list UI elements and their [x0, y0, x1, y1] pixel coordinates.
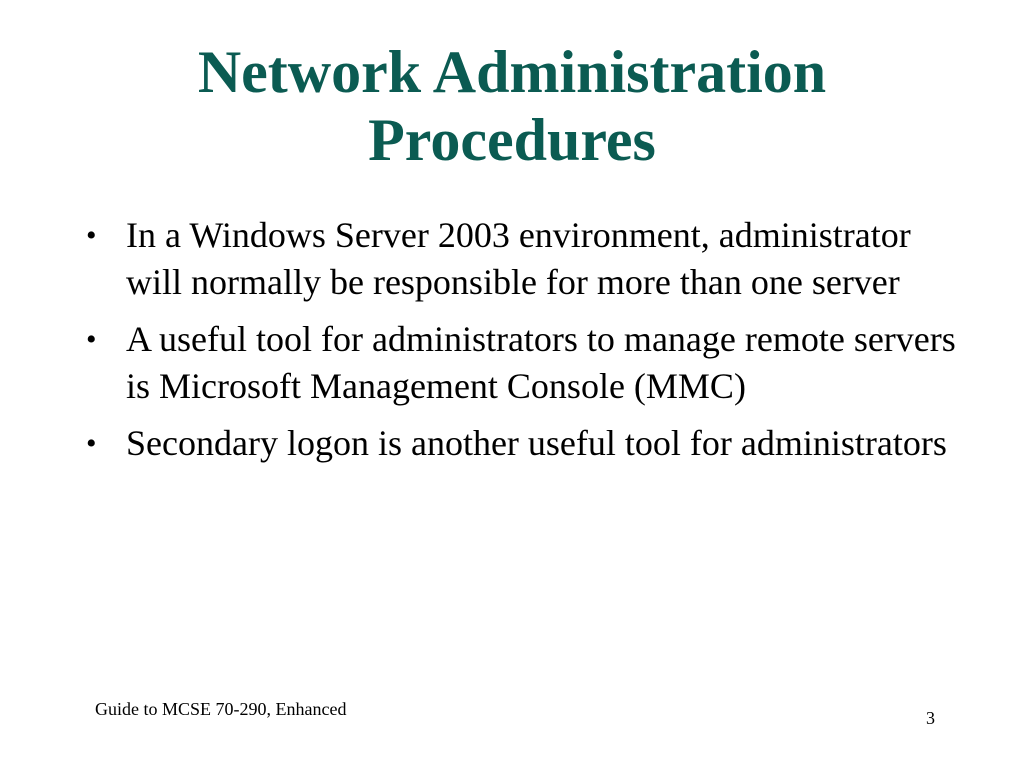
bullet-text: Secondary logon is another useful tool for administrators [126, 423, 947, 463]
slide-title [0, 38, 1024, 174]
title-line-2: Procedures [368, 107, 656, 173]
bullet-dot-icon: • [86, 427, 97, 460]
bullet-item [86, 420, 966, 467]
bullet-dot-icon: • [86, 219, 97, 252]
bullet-item [86, 212, 966, 306]
bullet-text: In a Windows Server 2003 environment, administrator will normally be responsible for more than one server [126, 215, 911, 302]
bullet-text: A useful tool for administrators to manage remote servers is Microsoft Management Console (MMC) [126, 319, 956, 406]
page-number: 3 [926, 708, 935, 728]
bullet-dot-icon: • [86, 323, 97, 356]
bullet-list [86, 212, 966, 477]
title-line-1: Network Administration [197, 39, 827, 105]
footer-text: Guide to MCSE 70-290, Enhanced [95, 699, 347, 719]
bullet-item [86, 316, 966, 410]
